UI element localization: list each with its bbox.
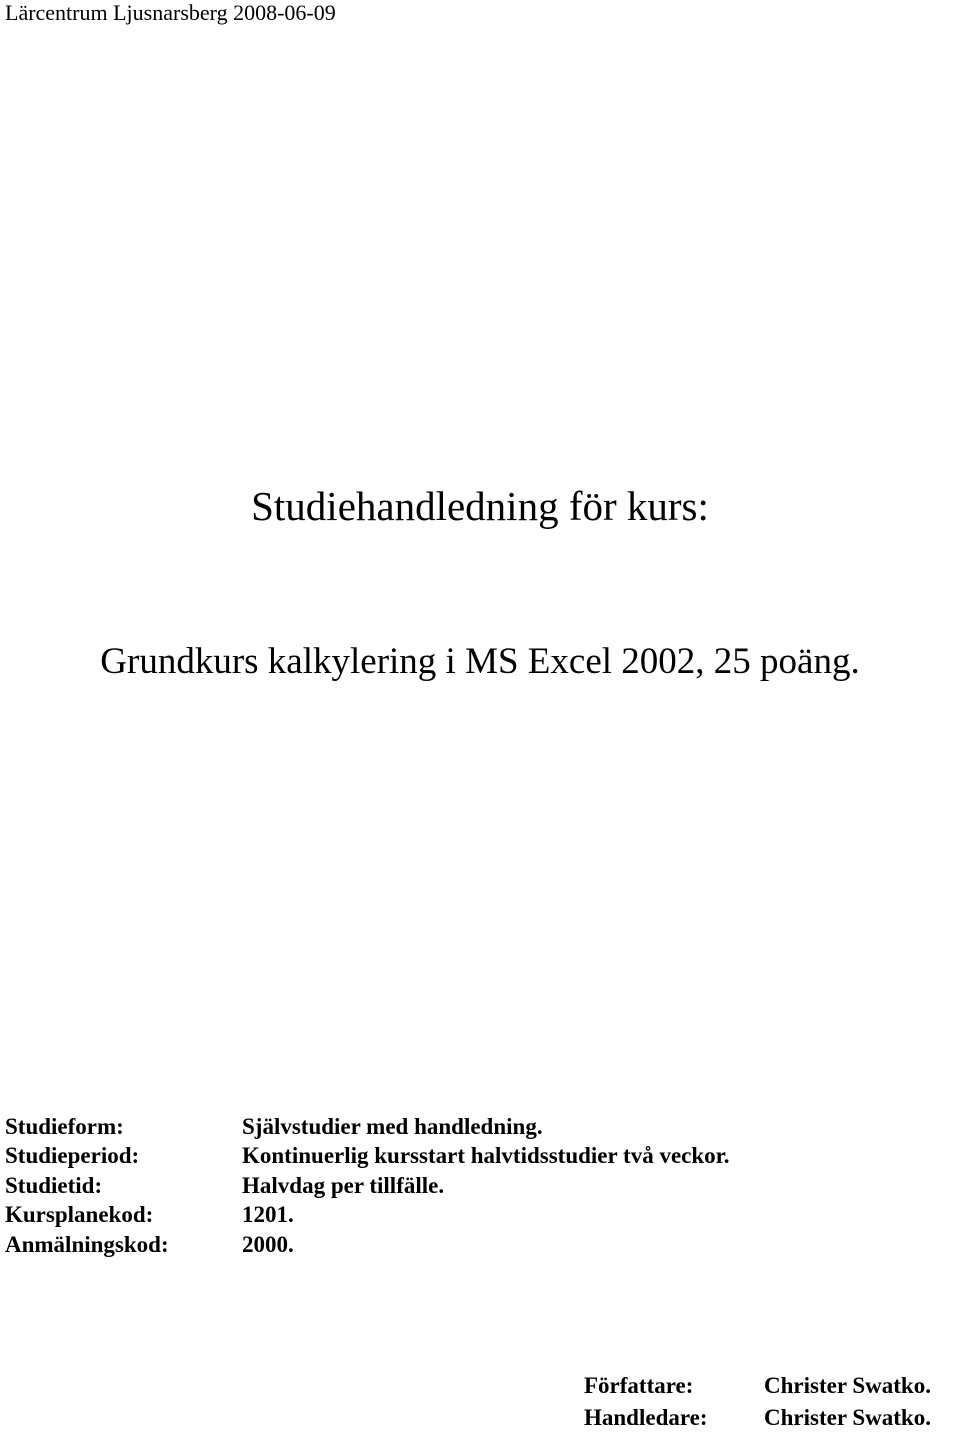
course-title: Grundkurs kalkylering i MS Excel 2002, 25 poäng. (100, 641, 860, 682)
credit-label: Handledare: (584, 1405, 708, 1430)
credit-value: Christer Swatko. (764, 1373, 931, 1398)
info-value: Halvdag per tillfälle. (242, 1172, 445, 1198)
info-value: Självstudier med handledning. (242, 1114, 543, 1139)
document-title: Studiehandledning för kurs: (251, 483, 709, 529)
credit-value: Christer Swatko. (764, 1405, 931, 1430)
info-value: 2000. (242, 1231, 294, 1257)
info-label: Studieform: (5, 1114, 124, 1139)
credit-label: Författare: (584, 1373, 694, 1398)
info-label: Studieperiod: (5, 1143, 140, 1169)
info-label: Studietid: (5, 1172, 103, 1198)
info-value: 1201. (242, 1202, 294, 1228)
document-header: Lärcentrum Ljusnarsberg 2008-06-09 (5, 0, 336, 25)
info-label: Anmälningskod: (5, 1231, 169, 1257)
info-value: Kontinuerlig kursstart halvtidsstudier två veckor. (242, 1143, 730, 1169)
info-label: Kursplanekod: (5, 1202, 154, 1228)
